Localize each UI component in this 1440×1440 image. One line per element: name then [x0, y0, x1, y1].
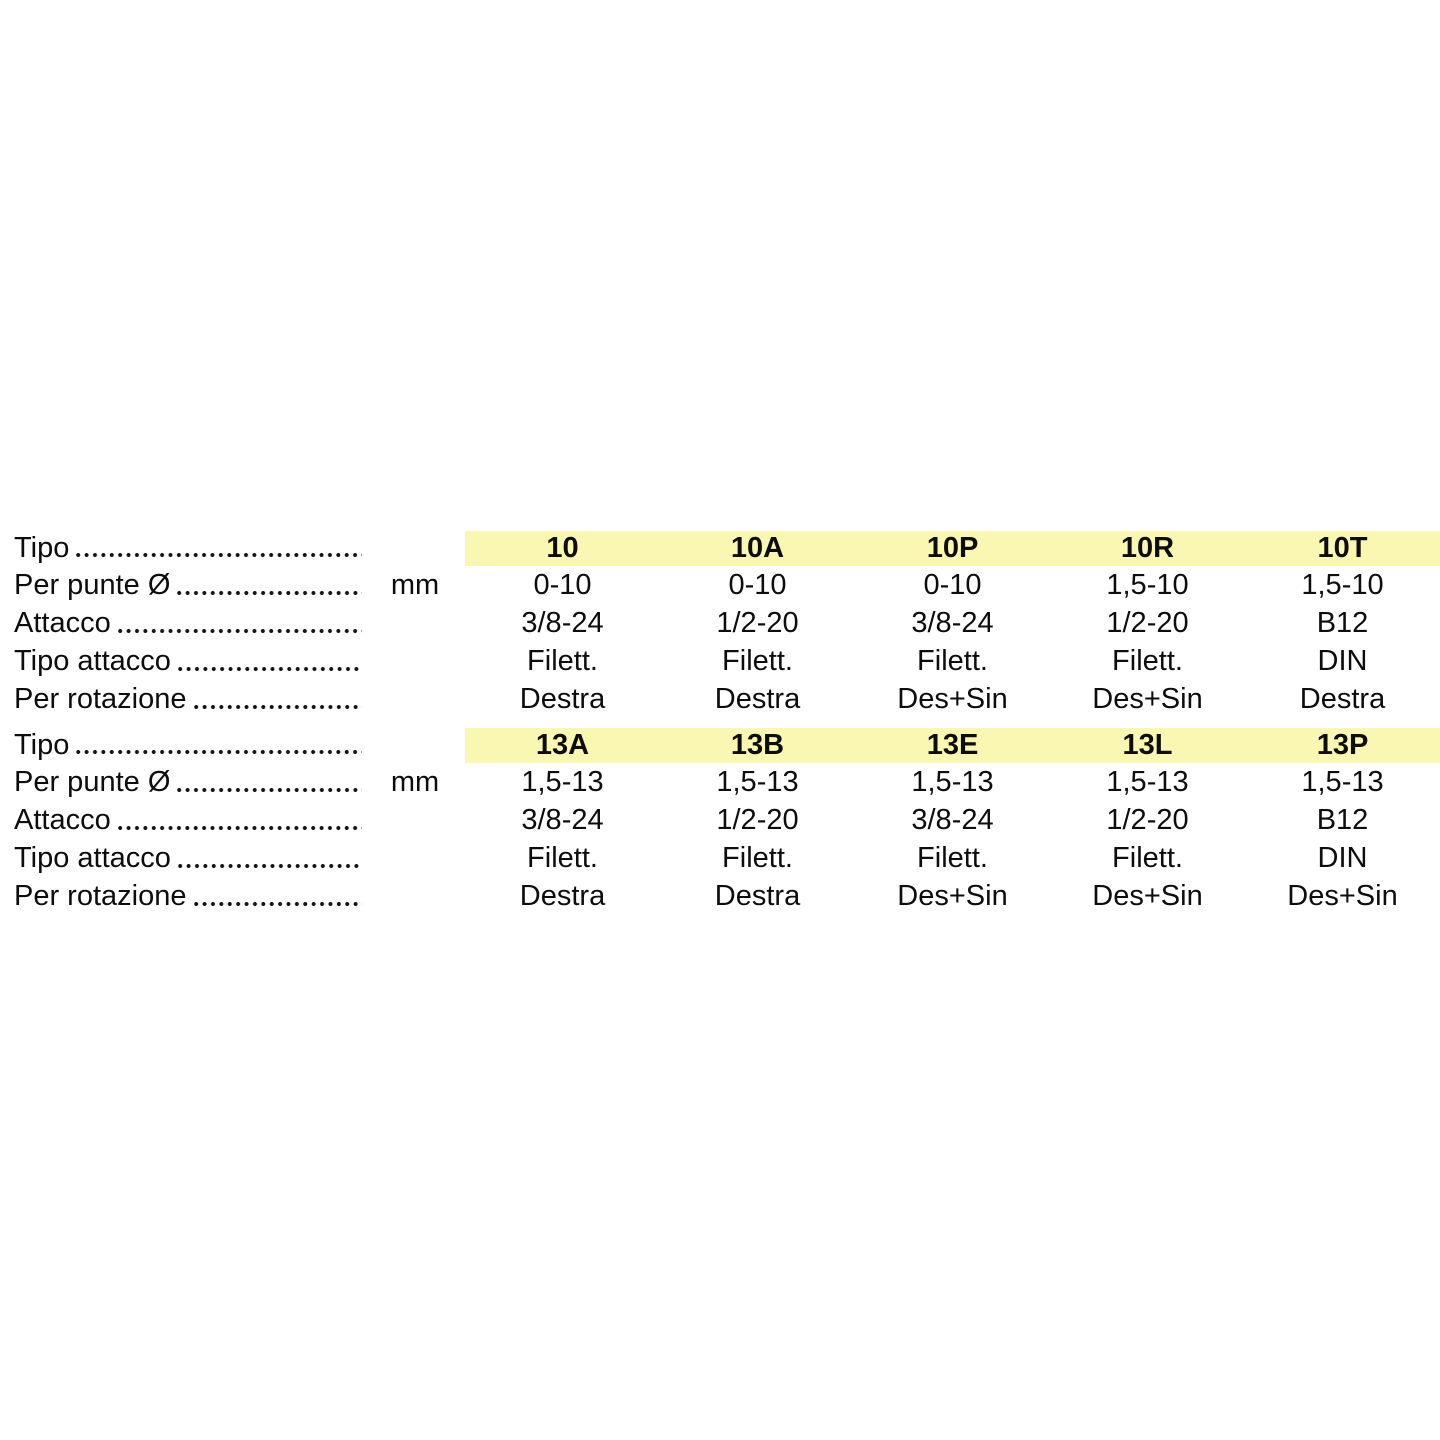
- dot-leader: [116, 627, 362, 635]
- table-cell: Des+Sin: [897, 879, 1008, 912]
- row-label-text: Per punte Ø: [14, 568, 171, 601]
- table-cell: 1,5-13: [911, 765, 994, 798]
- table-cell: Destra: [714, 682, 801, 715]
- table-cell: Filett.: [917, 644, 988, 677]
- table-cell: B12: [1316, 803, 1369, 836]
- table-cell: 3/8-24: [911, 606, 994, 639]
- row-label-tipo-attacco: [0, 839, 365, 877]
- table-cell: Destra: [714, 879, 801, 912]
- row-label-tipo: [0, 728, 365, 763]
- table-cell: 1,5-10: [1301, 568, 1384, 601]
- table-cell: Filett.: [722, 841, 793, 874]
- row-label-text: Tipo: [14, 532, 70, 564]
- type-header: 13L: [1050, 728, 1245, 763]
- table-cell: 1/2-20: [1106, 606, 1189, 639]
- table-cell: 1,5-13: [1301, 765, 1384, 798]
- type-header: 10P: [855, 531, 1050, 566]
- table-cell: 1,5-13: [1106, 765, 1189, 798]
- dot-leader: [74, 551, 362, 559]
- row-label-tipo-attacco: [0, 642, 365, 680]
- table-cell: Filett.: [917, 841, 988, 874]
- dot-leader: [192, 900, 363, 908]
- spec-section-13: [0, 728, 1440, 915]
- type-header: 13P: [1245, 728, 1440, 763]
- table-cell: Filett.: [527, 644, 598, 677]
- row-label-text: Tipo attacco: [14, 644, 171, 677]
- table-row-tipo-attacco: [0, 642, 1440, 680]
- spec-section-10: [0, 531, 1440, 718]
- table-row-attacco: [0, 604, 1440, 642]
- dot-leader: [176, 665, 362, 673]
- dot-leader: [175, 786, 362, 794]
- row-label-attacco: [0, 801, 365, 839]
- table-cell: B12: [1316, 606, 1369, 639]
- table-cell: 1,5-13: [521, 765, 604, 798]
- table-cell: Des+Sin: [1092, 682, 1203, 715]
- dot-leader: [175, 589, 362, 597]
- row-label-text: Attacco: [14, 803, 111, 836]
- table-cell: 3/8-24: [521, 803, 604, 836]
- table-cell: Destra: [519, 682, 606, 715]
- table-cell: 3/8-24: [911, 803, 994, 836]
- table-cell: Des+Sin: [1092, 879, 1203, 912]
- type-header: 10A: [660, 531, 855, 566]
- table-cell: 1,5-10: [1106, 568, 1189, 601]
- table-row-attacco: [0, 801, 1440, 839]
- type-header: 13B: [660, 728, 855, 763]
- table-cell: DIN: [1317, 644, 1368, 677]
- table-cell: 0-10: [728, 568, 787, 601]
- unit-label-mm: mm: [390, 765, 440, 798]
- row-label-text: Tipo attacco: [14, 841, 171, 874]
- table-cell: Destra: [519, 879, 606, 912]
- type-header: 13A: [465, 728, 660, 763]
- table-cell: Filett.: [527, 841, 598, 874]
- table-cell: 0-10: [533, 568, 592, 601]
- table-row-tipo: [0, 531, 1440, 566]
- table-cell: Filett.: [722, 644, 793, 677]
- table-cell: Des+Sin: [1287, 879, 1398, 912]
- dot-leader: [116, 824, 362, 832]
- row-label-text: Attacco: [14, 606, 111, 639]
- type-header: 13E: [855, 728, 1050, 763]
- dot-leader: [74, 748, 362, 756]
- table-row-per-punte: [0, 566, 1440, 604]
- unit-label-mm: mm: [390, 568, 440, 601]
- table-cell: Filett.: [1112, 841, 1183, 874]
- dot-leader: [192, 703, 363, 711]
- row-label-attacco: [0, 604, 365, 642]
- table-cell: Destra: [1299, 682, 1386, 715]
- table-cell: 3/8-24: [521, 606, 604, 639]
- table-row-tipo-attacco: [0, 839, 1440, 877]
- row-label-per-punte: [0, 763, 365, 801]
- table-cell: DIN: [1317, 841, 1368, 874]
- table-cell: 1/2-20: [716, 606, 799, 639]
- table-cell: 0-10: [923, 568, 982, 601]
- type-header: 10R: [1050, 531, 1245, 566]
- row-label-text: Per punte Ø: [14, 765, 171, 798]
- row-label-text: Per rotazione: [14, 682, 187, 715]
- row-label-per-rotazione: [0, 680, 365, 718]
- table-row-per-rotazione: [0, 680, 1440, 718]
- table-cell: Des+Sin: [897, 682, 1008, 715]
- row-label-per-punte: [0, 566, 365, 604]
- row-label-text: Per rotazione: [14, 879, 187, 912]
- table-cell: Filett.: [1112, 644, 1183, 677]
- row-label-text: Tipo: [14, 729, 70, 761]
- row-label-per-rotazione: [0, 877, 365, 915]
- table-cell: 1,5-13: [716, 765, 799, 798]
- table-row-per-punte: [0, 763, 1440, 801]
- table-cell: 1/2-20: [1106, 803, 1189, 836]
- table-row-per-rotazione: [0, 877, 1440, 915]
- type-header: 10: [465, 531, 660, 566]
- type-header: 10T: [1245, 531, 1440, 566]
- table-row-tipo: [0, 728, 1440, 763]
- row-label-tipo: [0, 531, 365, 566]
- dot-leader: [176, 862, 362, 870]
- table-cell: 1/2-20: [716, 803, 799, 836]
